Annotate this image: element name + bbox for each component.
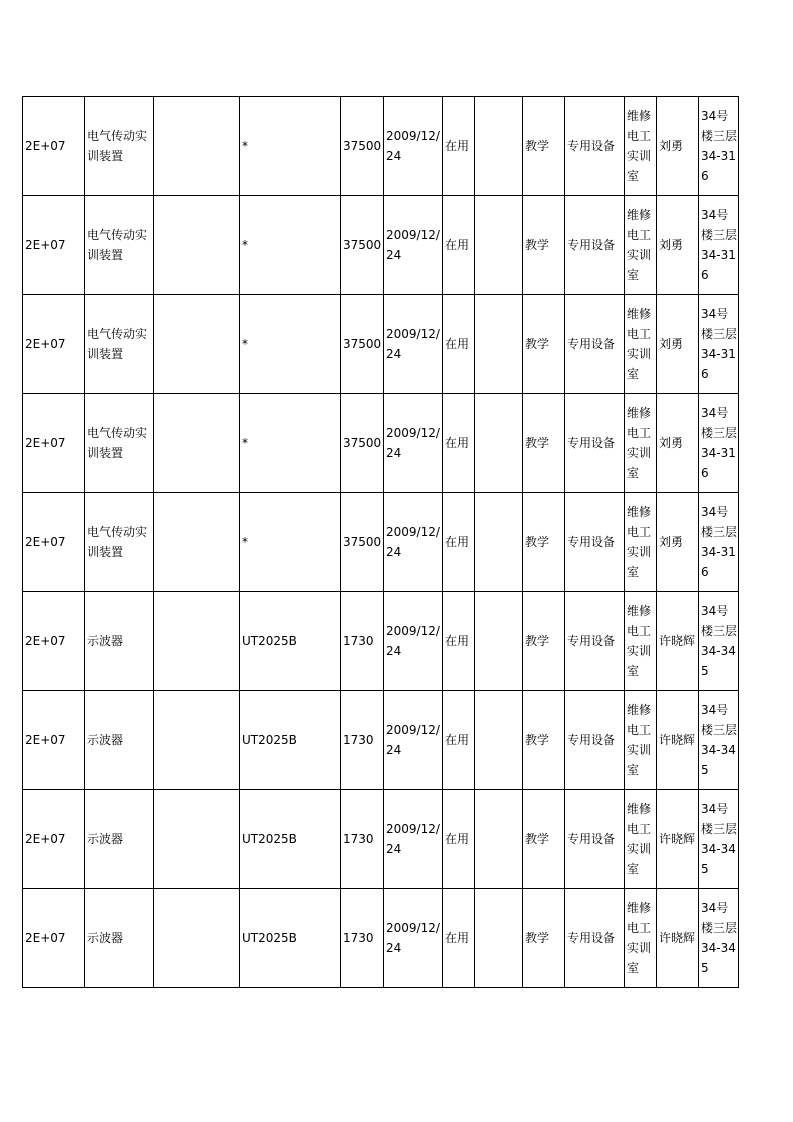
status-cell: 在用	[443, 493, 475, 592]
room-cell: 维修电工实训室	[625, 394, 657, 493]
status-cell: 在用	[443, 97, 475, 196]
date-cell: 2009/12/24	[384, 592, 443, 691]
asset-code-cell: 2E+07	[23, 295, 85, 394]
asset-name-cell: 电气传动实训装置	[85, 394, 154, 493]
asset-table	[22, 96, 739, 988]
asset-code-cell: 2E+07	[23, 196, 85, 295]
status-cell: 在用	[443, 790, 475, 889]
asset-code-cell: 2E+07	[23, 889, 85, 988]
asset-name-cell: 电气传动实训装置	[85, 196, 154, 295]
model-cell: UT2025B	[240, 691, 341, 790]
asset-name-cell: 电气传动实训装置	[85, 493, 154, 592]
room-cell: 维修电工实训室	[625, 790, 657, 889]
location-cell: 34号楼三层34-316	[699, 295, 739, 394]
model-cell: *	[240, 295, 341, 394]
custodian-cell: 刘勇	[657, 493, 699, 592]
location-cell: 34号楼三层34-316	[699, 97, 739, 196]
status-cell: 在用	[443, 691, 475, 790]
table-row	[23, 592, 739, 691]
usage-cell: 教学	[523, 592, 565, 691]
usage-cell: 教学	[523, 790, 565, 889]
asset-code-cell: 2E+07	[23, 493, 85, 592]
custodian-cell: 许晓辉	[657, 790, 699, 889]
custodian-cell: 刘勇	[657, 295, 699, 394]
room-cell: 维修电工实训室	[625, 493, 657, 592]
status-cell: 在用	[443, 592, 475, 691]
asset-code-cell: 2E+07	[23, 394, 85, 493]
room-cell: 维修电工实训室	[625, 196, 657, 295]
asset-code-cell: 2E+07	[23, 790, 85, 889]
blank-cell	[154, 295, 240, 394]
table-row	[23, 196, 739, 295]
price-cell: 1730	[341, 592, 384, 691]
category-cell: 专用设备	[565, 691, 625, 790]
category-cell: 专用设备	[565, 97, 625, 196]
location-cell: 34号楼三层34-345	[699, 592, 739, 691]
blank-cell	[154, 691, 240, 790]
table-row	[23, 889, 739, 988]
price-cell: 37500	[341, 493, 384, 592]
status-cell: 在用	[443, 196, 475, 295]
blank-cell-2	[475, 295, 523, 394]
date-cell: 2009/12/24	[384, 691, 443, 790]
category-cell: 专用设备	[565, 790, 625, 889]
usage-cell: 教学	[523, 394, 565, 493]
asset-code-cell: 2E+07	[23, 97, 85, 196]
custodian-cell: 刘勇	[657, 196, 699, 295]
date-cell: 2009/12/24	[384, 889, 443, 988]
table-row	[23, 295, 739, 394]
blank-cell-2	[475, 691, 523, 790]
blank-cell	[154, 592, 240, 691]
asset-name-cell: 示波器	[85, 592, 154, 691]
asset-name-cell: 电气传动实训装置	[85, 295, 154, 394]
date-cell: 2009/12/24	[384, 493, 443, 592]
model-cell: UT2025B	[240, 592, 341, 691]
blank-cell-2	[475, 592, 523, 691]
location-cell: 34号楼三层34-316	[699, 196, 739, 295]
model-cell: UT2025B	[240, 889, 341, 988]
table-row	[23, 493, 739, 592]
date-cell: 2009/12/24	[384, 196, 443, 295]
room-cell: 维修电工实训室	[625, 97, 657, 196]
room-cell: 维修电工实训室	[625, 592, 657, 691]
date-cell: 2009/12/24	[384, 790, 443, 889]
asset-name-cell: 示波器	[85, 889, 154, 988]
usage-cell: 教学	[523, 295, 565, 394]
location-cell: 34号楼三层34-345	[699, 889, 739, 988]
room-cell: 维修电工实训室	[625, 691, 657, 790]
asset-name-cell: 示波器	[85, 790, 154, 889]
blank-cell	[154, 196, 240, 295]
blank-cell-2	[475, 790, 523, 889]
table-row	[23, 790, 739, 889]
model-cell: *	[240, 196, 341, 295]
asset-name-cell: 示波器	[85, 691, 154, 790]
custodian-cell: 刘勇	[657, 97, 699, 196]
category-cell: 专用设备	[565, 295, 625, 394]
category-cell: 专用设备	[565, 196, 625, 295]
blank-cell	[154, 394, 240, 493]
blank-cell-2	[475, 889, 523, 988]
location-cell: 34号楼三层34-316	[699, 394, 739, 493]
price-cell: 1730	[341, 691, 384, 790]
blank-cell-2	[475, 97, 523, 196]
location-cell: 34号楼三层34-316	[699, 493, 739, 592]
usage-cell: 教学	[523, 196, 565, 295]
custodian-cell: 许晓辉	[657, 889, 699, 988]
status-cell: 在用	[443, 889, 475, 988]
custodian-cell: 许晓辉	[657, 592, 699, 691]
usage-cell: 教学	[523, 97, 565, 196]
blank-cell-2	[475, 493, 523, 592]
category-cell: 专用设备	[565, 889, 625, 988]
table-row	[23, 691, 739, 790]
category-cell: 专用设备	[565, 493, 625, 592]
location-cell: 34号楼三层34-345	[699, 790, 739, 889]
model-cell: *	[240, 493, 341, 592]
date-cell: 2009/12/24	[384, 394, 443, 493]
asset-code-cell: 2E+07	[23, 691, 85, 790]
custodian-cell: 刘勇	[657, 394, 699, 493]
table-row	[23, 97, 739, 196]
price-cell: 37500	[341, 394, 384, 493]
model-cell: *	[240, 394, 341, 493]
usage-cell: 教学	[523, 889, 565, 988]
price-cell: 37500	[341, 97, 384, 196]
category-cell: 专用设备	[565, 592, 625, 691]
blank-cell	[154, 790, 240, 889]
asset-name-cell: 电气传动实训装置	[85, 97, 154, 196]
category-cell: 专用设备	[565, 394, 625, 493]
room-cell: 维修电工实训室	[625, 889, 657, 988]
price-cell: 37500	[341, 196, 384, 295]
custodian-cell: 许晓辉	[657, 691, 699, 790]
price-cell: 37500	[341, 295, 384, 394]
blank-cell-2	[475, 394, 523, 493]
asset-code-cell: 2E+07	[23, 592, 85, 691]
blank-cell	[154, 493, 240, 592]
status-cell: 在用	[443, 394, 475, 493]
room-cell: 维修电工实训室	[625, 295, 657, 394]
location-cell: 34号楼三层34-345	[699, 691, 739, 790]
blank-cell	[154, 889, 240, 988]
price-cell: 1730	[341, 889, 384, 988]
price-cell: 1730	[341, 790, 384, 889]
table-body	[23, 97, 739, 988]
blank-cell-2	[475, 196, 523, 295]
table-row	[23, 394, 739, 493]
usage-cell: 教学	[523, 691, 565, 790]
blank-cell	[154, 97, 240, 196]
status-cell: 在用	[443, 295, 475, 394]
model-cell: *	[240, 97, 341, 196]
usage-cell: 教学	[523, 493, 565, 592]
model-cell: UT2025B	[240, 790, 341, 889]
date-cell: 2009/12/24	[384, 295, 443, 394]
date-cell: 2009/12/24	[384, 97, 443, 196]
